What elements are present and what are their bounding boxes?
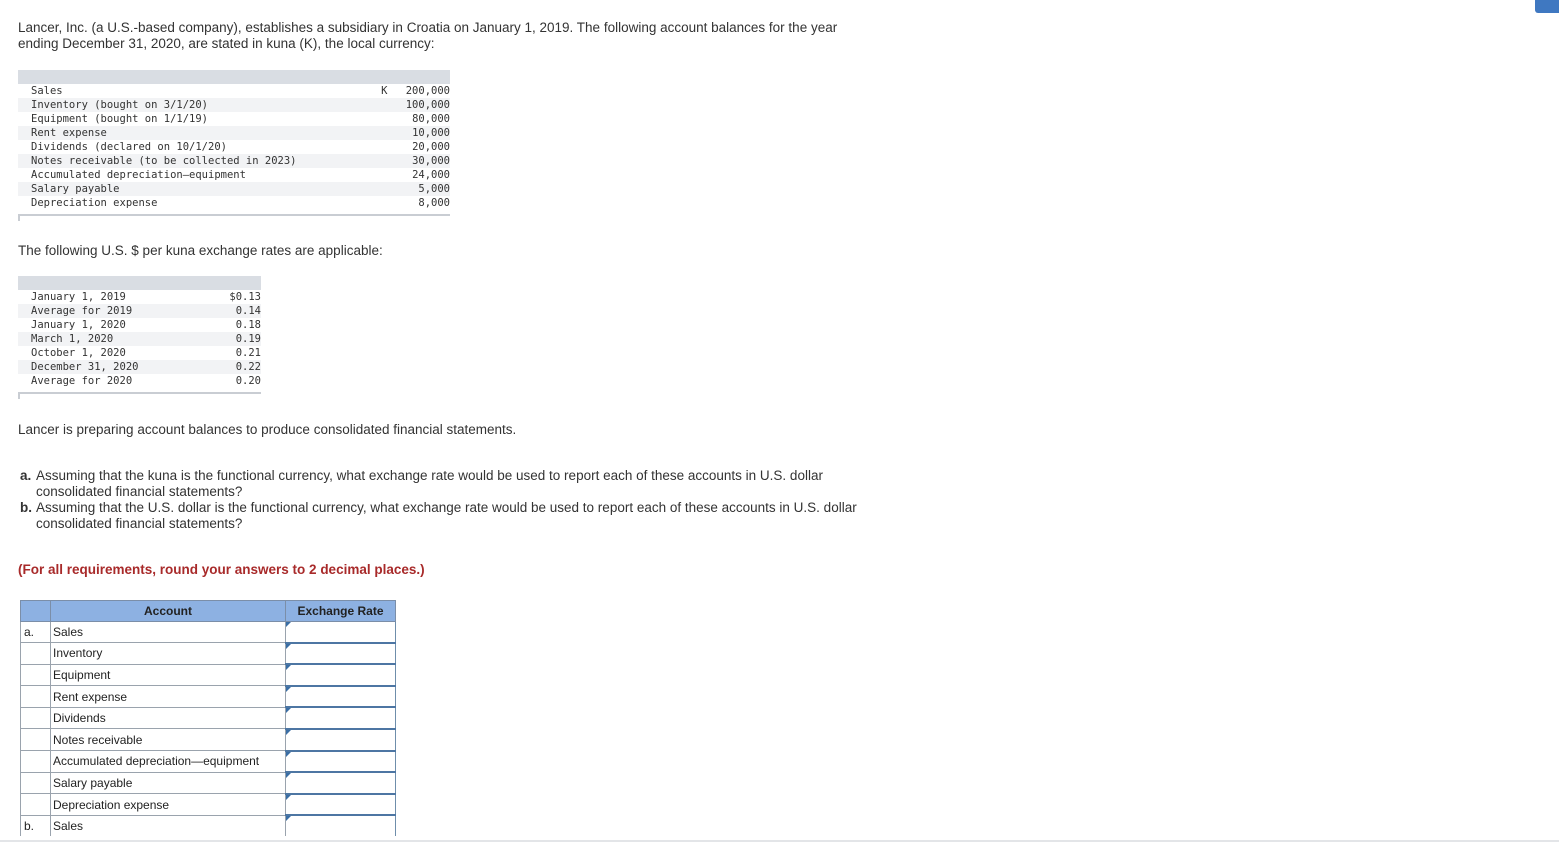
balances-table (18, 70, 450, 221)
intro-text: Lancer, Inc. (a U.S.-based company), establishes a subsidiary in Croatia on January 1, 2019. The following account balances for the year ending December 31, 2020, are stated in kuna (K), the local currency: (18, 20, 838, 51)
balance-row (18, 154, 450, 168)
balance-label: Accumulated depreciation—equipment (31, 169, 246, 181)
balance-label: Notes receivable (to be collected in 2023) (31, 155, 297, 167)
balance-row (18, 84, 450, 98)
exchange-rate-input[interactable] (286, 795, 395, 815)
rate-label: March 1, 2020 (31, 333, 114, 345)
consolidated-text: Lancer is preparing account balances to produce consolidated financial statements. (18, 422, 517, 437)
answer-row (21, 686, 396, 708)
exchange-rate-cell[interactable] (286, 729, 396, 751)
rate-label: Average for 2020 (31, 375, 133, 387)
rate-value: 0.20 (235, 375, 261, 387)
currency-symbol (372, 182, 388, 196)
rate-row (18, 360, 261, 374)
balance-label: Sales (31, 85, 63, 97)
rate-row (18, 332, 261, 346)
cell-marker-icon (286, 644, 291, 649)
corner-button[interactable] (1535, 0, 1559, 13)
question-b (20, 500, 880, 532)
currency-symbol: K (381, 85, 388, 97)
bottom-divider (0, 840, 1559, 842)
answer-row (21, 664, 396, 686)
balance-value: 80,000 (412, 113, 450, 125)
rate-row (18, 374, 261, 388)
exchange-rate-cell[interactable] (286, 815, 396, 836)
answer-account-name: Dividends (51, 707, 286, 729)
balance-label: Depreciation expense (31, 197, 158, 209)
exchange-rate-cell[interactable] (286, 664, 396, 686)
exchange-rate-input[interactable] (286, 665, 395, 685)
question-a (20, 468, 880, 500)
balance-label: Salary payable (31, 183, 120, 195)
answer-account-name: Sales (51, 815, 286, 836)
balance-value: 5,000 (418, 183, 450, 195)
exchange-rate-input[interactable] (286, 687, 395, 707)
answer-account-name: Equipment (51, 664, 286, 686)
answer-account-name: Accumulated depreciation—equipment (51, 751, 286, 773)
answer-row (21, 707, 396, 729)
balance-label: Equipment (bought on 1/1/19) (31, 113, 209, 125)
exchange-rate-input[interactable] (286, 708, 395, 728)
answer-table-header (21, 601, 396, 622)
answer-part-label (21, 794, 51, 816)
rates-intro-text: The following U.S. $ per kuna exchange rates are applicable: (18, 243, 383, 258)
balance-value: 20,000 (412, 141, 450, 153)
answer-row (21, 729, 396, 751)
currency-symbol (372, 154, 388, 168)
balances-footer-bar (18, 214, 450, 221)
rates-header-bar (18, 276, 261, 290)
cell-marker-icon (286, 665, 291, 670)
balance-label: Inventory (bought on 3/1/20) (31, 99, 209, 111)
answer-part-label (21, 729, 51, 751)
exchange-rate-cell[interactable] (286, 751, 396, 773)
rate-label: January 1, 2020 (31, 319, 126, 331)
cell-marker-icon (286, 687, 291, 692)
cell-marker-icon (286, 708, 291, 713)
balance-value: 200,000 (405, 85, 450, 97)
question-b-letter: b. (20, 500, 32, 515)
balance-label: Rent expense (31, 127, 107, 139)
balance-row (18, 112, 450, 126)
cell-marker-icon (286, 816, 291, 821)
cell-marker-icon (286, 752, 291, 757)
questions-list (20, 468, 880, 532)
header-account: Account (51, 601, 286, 622)
question-b-text: Assuming that the U.S. dollar is the functional currency, what exchange rate would be used to report each of these accounts in U.S. dollar consolidated financial statements? (36, 500, 857, 531)
cell-marker-icon (286, 773, 291, 778)
exchange-rate-input[interactable] (286, 730, 395, 750)
balance-value: 100,000 (405, 99, 450, 111)
balance-value: 10,000 (412, 127, 450, 139)
currency-symbol (372, 196, 388, 210)
balance-row (18, 98, 450, 112)
answer-part-label: b. (21, 815, 51, 836)
answer-part-label (21, 707, 51, 729)
exchange-rate-input[interactable] (286, 773, 395, 793)
question-a-text: Assuming that the kuna is the functional currency, what exchange rate would be used to report each of these accounts in U.S. dollar consolidated financial statements? (36, 468, 823, 499)
rate-row (18, 304, 261, 318)
rate-row (18, 290, 261, 304)
answer-row (21, 772, 396, 794)
currency-symbol (372, 168, 388, 182)
answer-account-name: Salary payable (51, 772, 286, 794)
exchange-rate-cell[interactable] (286, 772, 396, 794)
cell-marker-icon (286, 622, 291, 627)
answer-account-name: Inventory (51, 643, 286, 665)
exchange-rate-cell[interactable] (286, 686, 396, 708)
rate-row (18, 346, 261, 360)
question-a-letter: a. (20, 468, 32, 483)
rate-label: December 31, 2020 (31, 361, 139, 373)
balance-row (18, 168, 450, 182)
answer-table-viewport (0, 600, 1559, 836)
exchange-rate-input[interactable] (286, 644, 395, 664)
header-exchange-rate: Exchange Rate (286, 601, 396, 622)
rate-value: 0.19 (235, 333, 261, 345)
balance-value: 30,000 (412, 155, 450, 167)
rates-table (18, 276, 261, 399)
balance-label: Dividends (declared on 10/1/20) (31, 141, 227, 153)
rate-value: 0.18 (235, 319, 261, 331)
header-part (21, 601, 51, 622)
balance-row (18, 196, 450, 210)
exchange-rate-input[interactable] (286, 752, 395, 772)
answer-row (21, 622, 396, 643)
exchange-rate-cell[interactable] (286, 643, 396, 665)
rate-label: October 1, 2020 (31, 347, 126, 359)
rounding-note: (For all requirements, round your answers to 2 decimal places.) (18, 562, 425, 577)
exchange-rate-input[interactable] (286, 816, 395, 836)
rate-label: January 1, 2019 (31, 291, 126, 303)
answer-part-label (21, 772, 51, 794)
currency-symbol (372, 98, 388, 112)
cell-marker-icon (286, 795, 291, 800)
rates-footer-bar (18, 392, 261, 399)
answer-account-name: Rent expense (51, 686, 286, 708)
balance-row (18, 182, 450, 196)
rate-value: 0.21 (235, 347, 261, 359)
exchange-rate-cell[interactable] (286, 622, 396, 643)
balance-value: 8,000 (418, 197, 450, 209)
answer-part-label (21, 664, 51, 686)
answer-part-label: a. (21, 622, 51, 643)
answer-row (21, 815, 396, 836)
rate-label: Average for 2019 (31, 305, 133, 317)
answer-part-label (21, 686, 51, 708)
answer-row (21, 794, 396, 816)
answer-row (21, 751, 396, 773)
answer-account-name: Depreciation expense (51, 794, 286, 816)
answer-part-label (21, 751, 51, 773)
rate-value: 0.22 (235, 361, 261, 373)
balances-header-bar (18, 70, 450, 84)
answer-account-name: Sales (51, 622, 286, 643)
balance-row (18, 126, 450, 140)
answer-row (21, 643, 396, 665)
exchange-rate-cell[interactable] (286, 707, 396, 729)
rate-value: $0.13 (229, 291, 261, 303)
balance-row (18, 140, 450, 154)
answer-table (20, 600, 396, 836)
currency-symbol (372, 112, 388, 126)
answer-account-name: Notes receivable (51, 729, 286, 751)
answer-part-label (21, 643, 51, 665)
exchange-rate-cell[interactable] (286, 794, 396, 816)
currency-symbol (372, 126, 388, 140)
exchange-rate-input[interactable] (286, 622, 395, 642)
balance-value: 24,000 (412, 169, 450, 181)
rate-value: 0.14 (235, 305, 261, 317)
rate-row (18, 318, 261, 332)
currency-symbol (372, 140, 388, 154)
cell-marker-icon (286, 730, 291, 735)
